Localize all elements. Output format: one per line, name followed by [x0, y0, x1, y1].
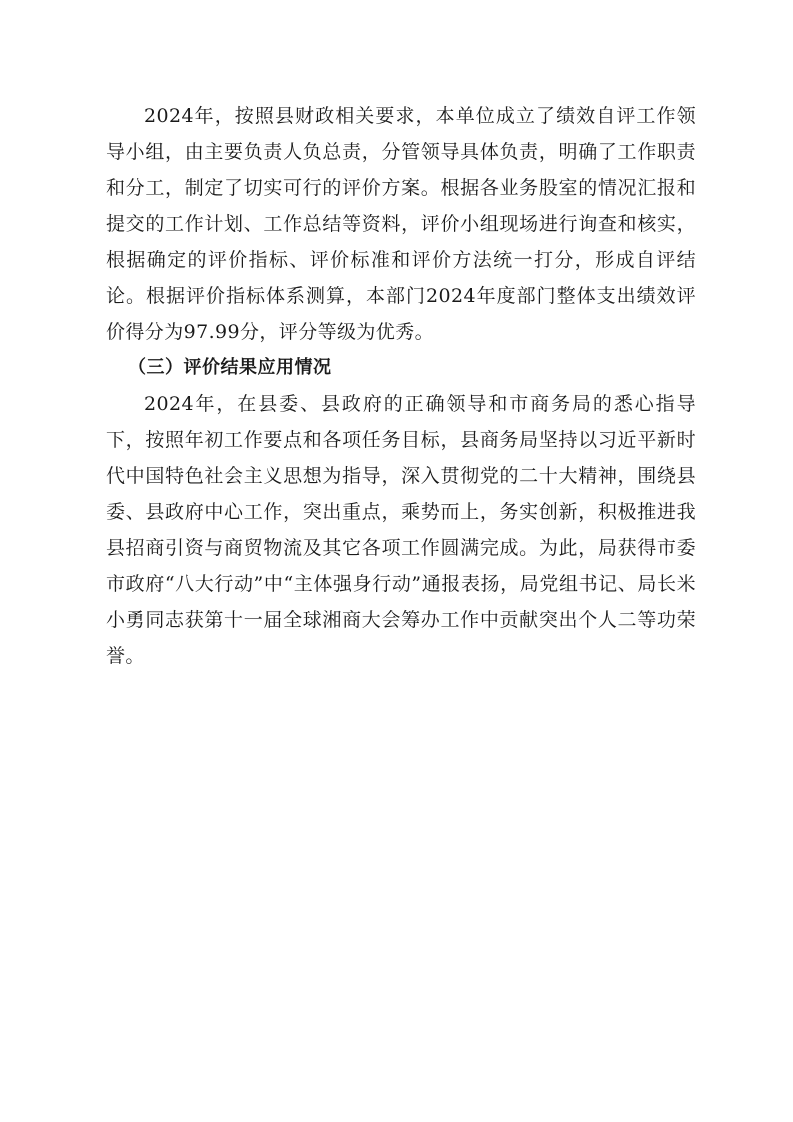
paragraph-results-application: 2024年，在县委、县政府的正确领导和市商务局的悉心指导下，按照年初工作要点和各项任务目标，县商务局坚持以习近平新时代中国特色社会主义思想为指导，深入贯彻党的二十大精神，围绕县委、县政府中心工作，突出重点，乘势而上，务实创新，积极推进我县招商引资与商贸物流及其它各项工作圆满完成。为此，局获得市委市政府“八大行动”中“主体强身行动”通报表扬，局党组书记、局长米小勇同志获第十一届全球湘商大会筹办工作中贡献突出个人二等功荣誉。	[106, 393, 696, 667]
section-heading: （三）评价结果应用情况	[128, 357, 332, 378]
paragraph-self-evaluation: 2024年，按照县财政相关要求，本单位成立了绩效自评工作领导小组，由主要负责人负总责，分管领导具体负责，明确了工作职责和分工，制定了切实可行的评价方案。根据各业务股室的情况汇报和提交的工作计划、工作总结等资料，评价小组现场进行询查和核实，根据确定的评价指标、评价标准和评价方法统一打分，形成自评结论。根据评价指标体系测算，本部门2024年度部门整体支出绩效评价得分为97.99分，评分等级为优秀。	[106, 105, 696, 343]
document-body	[106, 98, 696, 674]
